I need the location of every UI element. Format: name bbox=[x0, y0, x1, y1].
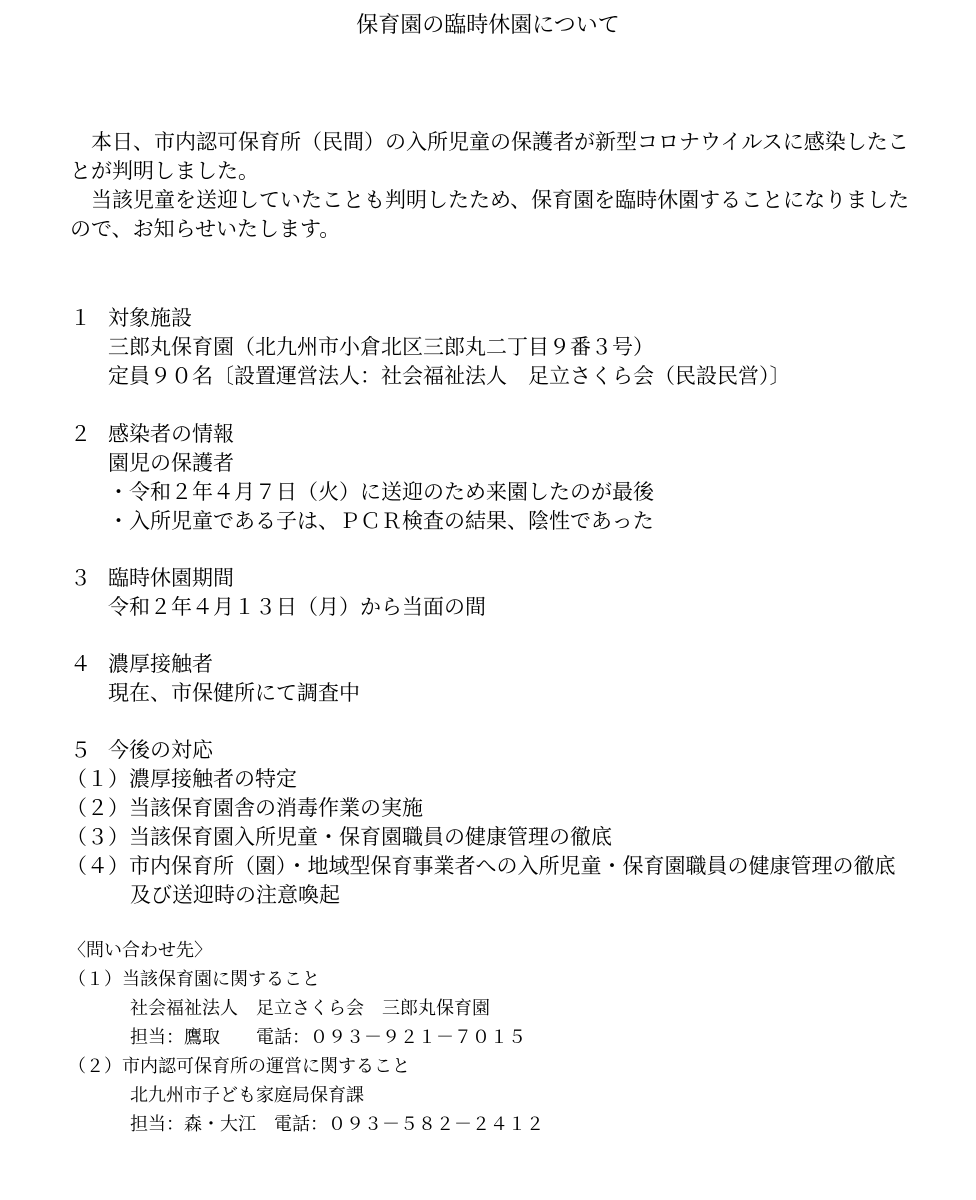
action-item: （４）市内保育所（園）・地域型保育事業者への入所児童・保育園職員の健康管理の徹底 bbox=[66, 854, 896, 878]
action-item-continuation: 及び送迎時の注意喚起 bbox=[130, 883, 340, 907]
section-line: 定員９０名〔設置運営法人：社会福祉法人 足立さくら会（民設民営）〕 bbox=[108, 364, 791, 388]
section-number: ３ bbox=[70, 566, 91, 590]
section-line: 現在、市保健所にて調査中 bbox=[108, 681, 360, 705]
section-line: 園児の保護者 bbox=[108, 451, 234, 475]
section-heading: 今後の対応 bbox=[108, 738, 213, 762]
section-number: ４ bbox=[70, 652, 91, 676]
contact-label: （１）当該保育園に関すること bbox=[68, 969, 320, 990]
section-line: ・令和２年４月７日（火）に送迎のため来園したのが最後 bbox=[108, 480, 654, 504]
section-line: 令和２年４月１３日（月）から当面の間 bbox=[108, 595, 486, 619]
section-line: 三郎丸保育園（北九州市小倉北区三郎丸二丁目９番３号） bbox=[108, 335, 654, 359]
intro-line: 当該児童を送迎していたことも判明したため、保育園を臨時休園することになりました bbox=[70, 188, 910, 212]
intro-line: 本日、市内認可保育所（民間）の入所児童の保護者が新型コロナウイルスに感染したこ bbox=[70, 130, 909, 154]
section-heading: 対象施設 bbox=[108, 306, 192, 330]
action-item: （３）当該保育園入所児童・保育園職員の健康管理の徹底 bbox=[66, 825, 612, 849]
contact-person: 担当：森・大江 電話：０９３－５８２－２４１２ bbox=[130, 1114, 544, 1135]
section-number: ５ bbox=[70, 738, 91, 762]
action-item: （２）当該保育園舎の消毒作業の実施 bbox=[66, 796, 423, 820]
section-heading: 臨時休園期間 bbox=[108, 566, 234, 590]
section-heading: 濃厚接触者 bbox=[108, 652, 213, 676]
action-item: （１）濃厚接触者の特定 bbox=[66, 767, 297, 791]
contact-heading: 〈問い合わせ先〉 bbox=[68, 940, 212, 961]
contact-label: （２）市内認可保育所の運営に関すること bbox=[68, 1056, 410, 1077]
page-title: 保育園の臨時休園について bbox=[356, 13, 620, 38]
section-number: ２ bbox=[70, 422, 91, 446]
contact-org: 社会福祉法人 足立さくら会 三郎丸保育園 bbox=[130, 998, 490, 1019]
intro-line: とが判明しました。 bbox=[70, 159, 259, 183]
section-number: １ bbox=[70, 306, 91, 330]
contact-person: 担当：鷹取 電話：０９３－９２１－７０１５ bbox=[130, 1027, 526, 1048]
contact-org: 北九州市子ども家庭局保育課 bbox=[130, 1085, 364, 1106]
intro-line: ので、お知らせいたします。 bbox=[70, 217, 341, 241]
section-heading: 感染者の情報 bbox=[108, 422, 234, 446]
section-line: ・入所児童である子は、ＰＣＲ検査の結果、陰性であった bbox=[108, 509, 654, 533]
